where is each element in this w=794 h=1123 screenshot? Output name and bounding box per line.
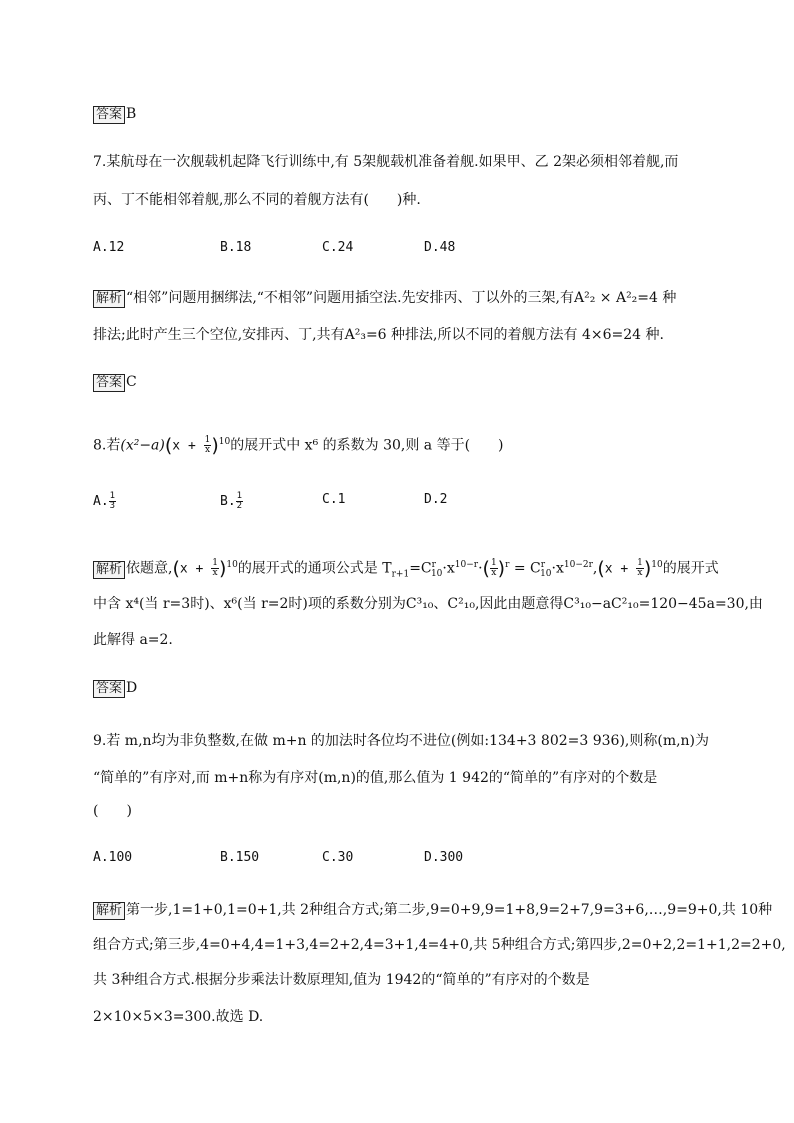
- question-8-options: [93, 492, 693, 518]
- question-8-prefix: 8.若: [93, 437, 121, 454]
- question-7-line-2: 丙、丁不能相邻着舰,那么不同的着舰方法有( )种.: [93, 192, 421, 208]
- option-c: C.30: [322, 850, 354, 865]
- answer-label: 答案: [93, 106, 125, 124]
- question-8-suffix: 的展开式中 x⁶ 的系数为 30,则 a 等于( ): [230, 437, 504, 454]
- question-9-line-1: 9.若 m,n均为非负整数,在做 m+n 的加法时各位均不进位(例如:134+3 802=3 936),则称(m,n)为: [93, 733, 710, 749]
- option-b: B.150: [220, 850, 260, 865]
- answer-value: D: [126, 680, 138, 696]
- analysis-9-line-3: 共 3种组合方式.根据分步乘法计数原理知,值为 1942的“简单的”有序对的个数是: [93, 972, 590, 988]
- question-8-poly: (x²−a): [120, 437, 165, 454]
- option-b: B.18: [220, 240, 252, 255]
- question-8: 8.若(x²−a)(x + $\frac{1}{x}$ )$^{10}$的展开式中 x⁶ 的系数为 30,则 a 等于( ): [93, 434, 504, 457]
- answer-q8: [93, 678, 137, 698]
- analysis-9-line-2: 组合方式;第三步,4=0+4,4=1+3,4=2+2,4=3+1,4=4+0,共 5种组合方式;第四步,2=0+2,2=1+1,2=2+0,: [93, 937, 786, 953]
- analysis-8-line-2: 中含 x⁴(当 r=3时)、x⁶(当 r=2时)项的系数分别为C³₁₀、C²₁₀,因此由题意得C³₁₀−aC²₁₀=120−45a=30,由: [93, 596, 763, 612]
- answer-label: 答案: [93, 680, 125, 698]
- option-c: C.1: [322, 492, 346, 507]
- option-d: D.2: [424, 492, 448, 507]
- analysis-label: 解析: [93, 290, 125, 308]
- option-a: A.100: [93, 850, 133, 865]
- analysis-9-line-4: 2×10×5×3=300.故选 D.: [93, 1009, 264, 1025]
- analysis-7-line-1: [93, 288, 676, 308]
- question-7-line-1: 7.某航母在一次舰载机起降飞行训练中,有 5架舰载机准备着舰.如果甲、乙 2架必须相邻着舰,而: [93, 154, 679, 170]
- analysis-text: 第一步,1=1+0,1=0+1,共 2种组合方式;第二步,9=0+9,9=1+8,9=2+7,9=3+6,…,9=9+0,共 10种: [126, 902, 773, 918]
- analysis-label: 解析: [93, 561, 125, 579]
- option-a: A.12: [93, 240, 125, 255]
- analysis-8-line-1: 解析 依题意,(x + $\frac{1}{x}$ )$^{10}$的展开式的通项公式是 $T_{r+1}=C^r_{10}\cdot x^{10-r}\cdot$( $\frac{1}{x}$ )$^r = C^r_{10}\cdot x^{10-2r},(x$ + $\frac{1}{x}$ )$^{10}$的展开式: [93, 551, 719, 588]
- option-a: A. $\frac{1}{3}$: [93, 491, 116, 511]
- question-9-options: [93, 850, 693, 870]
- answer-q7: [93, 372, 137, 392]
- fraction-1-over-x: $\frac{1}{x}$: [204, 435, 211, 456]
- analysis-8-line-3: 此解得 a=2.: [93, 632, 173, 648]
- option-b: B. $\frac{1}{2}$: [220, 491, 243, 511]
- analysis-text: “相邻”问题用捆绑法,“不相邻”问题用插空法.先安排丙、丁以外的三架,有A²₂ × A²₂=4 种: [126, 290, 677, 306]
- answer-label: 答案: [93, 374, 125, 392]
- option-d: D.48: [424, 240, 456, 255]
- analysis-7-line-2: 排法;此时产生三个空位,安排丙、丁,共有A²₃=6 种排法,所以不同的着舰方法有 4×6=24 种.: [93, 327, 664, 343]
- analysis-label: 解析: [93, 902, 125, 920]
- option-d: D.300: [424, 850, 464, 865]
- answer-value: B: [126, 106, 137, 122]
- option-c: C.24: [322, 240, 354, 255]
- answer-q6: [93, 104, 136, 124]
- answer-value: C: [126, 374, 137, 390]
- analysis-9-line-1: [93, 900, 772, 920]
- question-9-line-2: “简单的”有序对,而 m+n称为有序对(m,n)的值,那么值为 1 942的“简单的”有序对的个数是: [93, 770, 658, 786]
- question-7-options: [93, 240, 693, 260]
- question-9-line-3: ( ): [93, 803, 132, 819]
- exponent-10: 10: [218, 437, 231, 447]
